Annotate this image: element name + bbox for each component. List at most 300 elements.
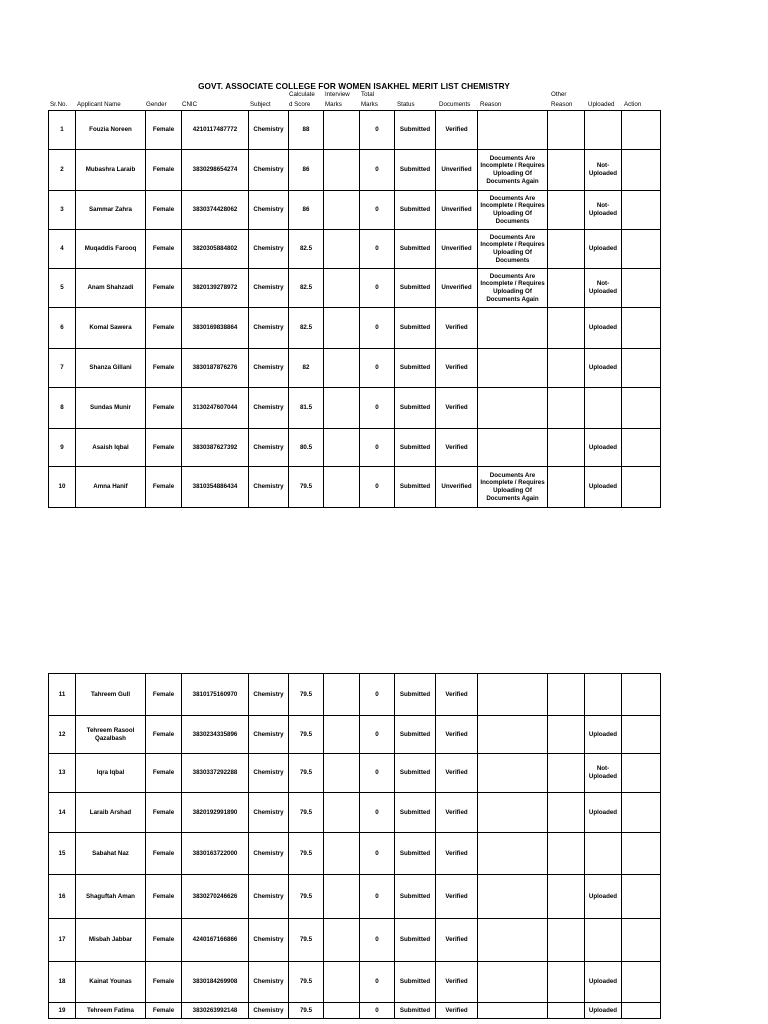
documents-cell: Verified	[436, 919, 478, 962]
table-row	[49, 111, 661, 150]
action-cell	[622, 269, 661, 308]
uploaded-cell: Uploaded	[585, 467, 622, 508]
applicant-name-cell: Asaish Iqbal	[76, 429, 146, 467]
other-reason-cell	[548, 230, 585, 269]
cnic-cell: 3830298654274	[182, 150, 249, 191]
header-other-reason-line2: Reason	[551, 101, 573, 108]
calculated-score-cell: 88	[289, 111, 324, 150]
uploaded-cell: Uploaded	[585, 230, 622, 269]
table-row	[49, 429, 661, 467]
table-row	[49, 1003, 661, 1019]
table-row	[49, 388, 661, 429]
documents-cell: Verified	[436, 833, 478, 875]
reason-cell	[478, 754, 548, 793]
action-cell	[622, 191, 661, 230]
reason-cell: Documents Are Incomplete / Requires Uploading Of Documents Again	[478, 269, 548, 308]
applicant-name-cell: Amna Hanif	[76, 467, 146, 508]
action-cell	[622, 919, 661, 962]
cnic-cell: 3830163722000	[182, 833, 249, 875]
action-cell	[622, 230, 661, 269]
total-marks-cell: 0	[360, 1003, 395, 1019]
table-row	[49, 674, 661, 716]
applicant-name-cell: Mubashra Laraib	[76, 150, 146, 191]
applicant-name-cell: Muqaddis Farooq	[76, 230, 146, 269]
header-score-line2: d Score	[289, 101, 311, 108]
subject-cell: Chemistry	[249, 919, 289, 962]
uploaded-cell: Uploaded	[585, 875, 622, 919]
table-row	[49, 269, 661, 308]
documents-cell: Unverified	[436, 467, 478, 508]
other-reason-cell	[548, 793, 585, 833]
other-reason-cell	[548, 875, 585, 919]
gender-cell: Female	[146, 111, 182, 150]
cnic-cell: 3830187876276	[182, 349, 249, 388]
sr-no-cell: 6	[49, 308, 76, 349]
applicant-name-cell: Misbah Jabbar	[76, 919, 146, 962]
table-row	[49, 230, 661, 269]
header-score-line1: Calculate	[289, 91, 315, 98]
header-cnic: CNIC	[182, 101, 198, 108]
interview-marks-cell	[324, 875, 360, 919]
total-marks-cell: 0	[360, 308, 395, 349]
gender-cell: Female	[146, 716, 182, 754]
interview-marks-cell	[324, 191, 360, 230]
sr-no-cell: 10	[49, 467, 76, 508]
reason-cell	[478, 793, 548, 833]
status-cell: Submitted	[395, 230, 436, 269]
table-row	[49, 754, 661, 793]
interview-marks-cell	[324, 269, 360, 308]
subject-cell: Chemistry	[249, 150, 289, 191]
reason-cell: Documents Are Incomplete / Requires Uploading Of Documents	[478, 230, 548, 269]
total-marks-cell: 0	[360, 349, 395, 388]
table-row	[49, 308, 661, 349]
header-reason: Reason	[480, 101, 502, 108]
subject-cell: Chemistry	[249, 962, 289, 1003]
applicant-name-cell: Laraib Arshad	[76, 793, 146, 833]
documents-cell: Verified	[436, 308, 478, 349]
cnic-cell: 3830263992148	[182, 1003, 249, 1019]
subject-cell: Chemistry	[249, 269, 289, 308]
interview-marks-cell	[324, 467, 360, 508]
calculated-score-cell: 82.5	[289, 308, 324, 349]
documents-cell: Unverified	[436, 150, 478, 191]
reason-cell	[478, 833, 548, 875]
gender-cell: Female	[146, 388, 182, 429]
subject-cell: Chemistry	[249, 674, 289, 716]
gender-cell: Female	[146, 150, 182, 191]
calculated-score-cell: 86	[289, 191, 324, 230]
calculated-score-cell: 79.5	[289, 919, 324, 962]
action-cell	[622, 716, 661, 754]
header-gender: Gender	[146, 101, 167, 108]
interview-marks-cell	[324, 388, 360, 429]
interview-marks-cell	[324, 230, 360, 269]
uploaded-cell: Not-Uploaded	[585, 150, 622, 191]
total-marks-cell: 0	[360, 388, 395, 429]
header-other-reason-line1: Other	[551, 91, 567, 98]
reason-cell	[478, 111, 548, 150]
status-cell: Submitted	[395, 111, 436, 150]
other-reason-cell	[548, 1003, 585, 1019]
subject-cell: Chemistry	[249, 793, 289, 833]
uploaded-cell: Uploaded	[585, 349, 622, 388]
subject-cell: Chemistry	[249, 833, 289, 875]
applicant-name-cell: Fouzia Noreen	[76, 111, 146, 150]
other-reason-cell	[548, 111, 585, 150]
reason-cell	[478, 429, 548, 467]
calculated-score-cell: 82.5	[289, 230, 324, 269]
calculated-score-cell: 79.5	[289, 716, 324, 754]
cnic-cell: 4210117487772	[182, 111, 249, 150]
sr-no-cell: 13	[49, 754, 76, 793]
status-cell: Submitted	[395, 875, 436, 919]
interview-marks-cell	[324, 150, 360, 191]
subject-cell: Chemistry	[249, 111, 289, 150]
action-cell	[622, 793, 661, 833]
table-row	[49, 919, 661, 962]
cnic-cell: 3820139278972	[182, 269, 249, 308]
cnic-cell: 3130247607044	[182, 388, 249, 429]
status-cell: Submitted	[395, 1003, 436, 1019]
action-cell	[622, 388, 661, 429]
sr-no-cell: 11	[49, 674, 76, 716]
reason-cell	[478, 962, 548, 1003]
status-cell: Submitted	[395, 388, 436, 429]
merit-table-page-1	[48, 110, 661, 508]
documents-cell: Verified	[436, 754, 478, 793]
other-reason-cell	[548, 308, 585, 349]
interview-marks-cell	[324, 962, 360, 1003]
uploaded-cell: Uploaded	[585, 962, 622, 1003]
uploaded-cell: Uploaded	[585, 793, 622, 833]
gender-cell: Female	[146, 308, 182, 349]
other-reason-cell	[548, 716, 585, 754]
header-applicant-name: Applicant Name	[77, 101, 121, 108]
documents-cell: Verified	[436, 388, 478, 429]
gender-cell: Female	[146, 674, 182, 716]
table-row	[49, 962, 661, 1003]
documents-cell: Verified	[436, 716, 478, 754]
documents-cell: Verified	[436, 349, 478, 388]
total-marks-cell: 0	[360, 429, 395, 467]
calculated-score-cell: 82	[289, 349, 324, 388]
documents-cell: Verified	[436, 793, 478, 833]
table-row	[49, 150, 661, 191]
gender-cell: Female	[146, 1003, 182, 1019]
total-marks-cell: 0	[360, 674, 395, 716]
reason-cell	[478, 349, 548, 388]
action-cell	[622, 467, 661, 508]
other-reason-cell	[548, 962, 585, 1003]
applicant-name-cell: Shanza Gillani	[76, 349, 146, 388]
reason-cell	[478, 308, 548, 349]
status-cell: Submitted	[395, 349, 436, 388]
other-reason-cell	[548, 919, 585, 962]
status-cell: Submitted	[395, 269, 436, 308]
action-cell	[622, 962, 661, 1003]
status-cell: Submitted	[395, 467, 436, 508]
total-marks-cell: 0	[360, 467, 395, 508]
interview-marks-cell	[324, 349, 360, 388]
calculated-score-cell: 79.5	[289, 875, 324, 919]
action-cell	[622, 875, 661, 919]
total-marks-cell: 0	[360, 230, 395, 269]
calculated-score-cell: 79.5	[289, 962, 324, 1003]
other-reason-cell	[548, 349, 585, 388]
reason-cell: Documents Are Incomplete / Requires Uploading Of Documents Again	[478, 467, 548, 508]
sr-no-cell: 5	[49, 269, 76, 308]
cnic-cell: 3830169838864	[182, 308, 249, 349]
subject-cell: Chemistry	[249, 388, 289, 429]
uploaded-cell: Uploaded	[585, 429, 622, 467]
status-cell: Submitted	[395, 754, 436, 793]
status-cell: Submitted	[395, 191, 436, 230]
other-reason-cell	[548, 150, 585, 191]
other-reason-cell	[548, 833, 585, 875]
documents-cell: Verified	[436, 674, 478, 716]
uploaded-cell: Uploaded	[585, 1003, 622, 1019]
status-cell: Submitted	[395, 308, 436, 349]
interview-marks-cell	[324, 111, 360, 150]
gender-cell: Female	[146, 467, 182, 508]
interview-marks-cell	[324, 429, 360, 467]
calculated-score-cell: 79.5	[289, 674, 324, 716]
calculated-score-cell: 79.5	[289, 1003, 324, 1019]
other-reason-cell	[548, 467, 585, 508]
total-marks-cell: 0	[360, 269, 395, 308]
cnic-cell: 3830374428062	[182, 191, 249, 230]
gender-cell: Female	[146, 875, 182, 919]
gender-cell: Female	[146, 429, 182, 467]
interview-marks-cell	[324, 308, 360, 349]
table-row	[49, 833, 661, 875]
gender-cell: Female	[146, 191, 182, 230]
calculated-score-cell: 79.5	[289, 467, 324, 508]
sr-no-cell: 19	[49, 1003, 76, 1019]
sr-no-cell: 16	[49, 875, 76, 919]
total-marks-cell: 0	[360, 754, 395, 793]
uploaded-cell: Not-Uploaded	[585, 191, 622, 230]
calculated-score-cell: 82.5	[289, 269, 324, 308]
reason-cell	[478, 716, 548, 754]
header-interview-line1: Interview	[325, 91, 350, 98]
other-reason-cell	[548, 674, 585, 716]
action-cell	[622, 308, 661, 349]
cnic-cell: 4240167166866	[182, 919, 249, 962]
subject-cell: Chemistry	[249, 191, 289, 230]
header-total-line2: Marks	[361, 101, 378, 108]
table-row	[49, 191, 661, 230]
gender-cell: Female	[146, 793, 182, 833]
status-cell: Submitted	[395, 150, 436, 191]
sr-no-cell: 7	[49, 349, 76, 388]
applicant-name-cell: Sundas Munir	[76, 388, 146, 429]
sr-no-cell: 14	[49, 793, 76, 833]
sr-no-cell: 9	[49, 429, 76, 467]
status-cell: Submitted	[395, 793, 436, 833]
reason-cell	[478, 1003, 548, 1019]
other-reason-cell	[548, 388, 585, 429]
documents-cell: Verified	[436, 1003, 478, 1019]
reason-cell	[478, 388, 548, 429]
header-uploaded: Uploaded	[588, 101, 615, 108]
status-cell: Submitted	[395, 674, 436, 716]
applicant-name-cell: Tehreem Fatima	[76, 1003, 146, 1019]
applicant-name-cell: Sammar Zahra	[76, 191, 146, 230]
action-cell	[622, 674, 661, 716]
header-total-line1: Total	[361, 91, 375, 98]
cnic-cell: 3830270246626	[182, 875, 249, 919]
other-reason-cell	[548, 429, 585, 467]
action-cell	[622, 429, 661, 467]
table-row	[49, 467, 661, 508]
total-marks-cell: 0	[360, 875, 395, 919]
documents-cell: Verified	[436, 875, 478, 919]
status-cell: Submitted	[395, 429, 436, 467]
applicant-name-cell: Tehreem Rasool Qazalbash	[76, 716, 146, 754]
applicant-name-cell: Tahreem Gull	[76, 674, 146, 716]
table-row	[49, 793, 661, 833]
sr-no-cell: 1	[49, 111, 76, 150]
uploaded-cell	[585, 919, 622, 962]
header-documents: Documents	[439, 101, 471, 108]
action-cell	[622, 349, 661, 388]
other-reason-cell	[548, 191, 585, 230]
header-srno: Sr.No.	[50, 101, 68, 108]
cnic-cell: 3810175160970	[182, 674, 249, 716]
cnic-cell: 3820305884802	[182, 230, 249, 269]
reason-cell	[478, 919, 548, 962]
total-marks-cell: 0	[360, 919, 395, 962]
sr-no-cell: 12	[49, 716, 76, 754]
calculated-score-cell: 81.5	[289, 388, 324, 429]
subject-cell: Chemistry	[249, 875, 289, 919]
subject-cell: Chemistry	[249, 230, 289, 269]
interview-marks-cell	[324, 754, 360, 793]
header-action: Action	[624, 101, 642, 108]
reason-cell: Documents Are Incomplete / Requires Uploading Of Documents	[478, 191, 548, 230]
applicant-name-cell: Iqra Iqbal	[76, 754, 146, 793]
documents-cell: Verified	[436, 962, 478, 1003]
applicant-name-cell: Kainat Younas	[76, 962, 146, 1003]
interview-marks-cell	[324, 716, 360, 754]
sr-no-cell: 18	[49, 962, 76, 1003]
subject-cell: Chemistry	[249, 716, 289, 754]
total-marks-cell: 0	[360, 833, 395, 875]
action-cell	[622, 833, 661, 875]
uploaded-cell: Not-Uploaded	[585, 269, 622, 308]
total-marks-cell: 0	[360, 191, 395, 230]
status-cell: Submitted	[395, 962, 436, 1003]
interview-marks-cell	[324, 1003, 360, 1019]
sr-no-cell: 2	[49, 150, 76, 191]
calculated-score-cell: 79.5	[289, 793, 324, 833]
page-title: GOVT. ASSOCIATE COLLEGE FOR WOMEN ISAKHEL MERIT LIST CHEMISTRY	[198, 82, 510, 91]
action-cell	[622, 150, 661, 191]
gender-cell: Female	[146, 230, 182, 269]
other-reason-cell	[548, 754, 585, 793]
status-cell: Submitted	[395, 833, 436, 875]
sr-no-cell: 17	[49, 919, 76, 962]
documents-cell: Verified	[436, 429, 478, 467]
subject-cell: Chemistry	[249, 1003, 289, 1019]
subject-cell: Chemistry	[249, 308, 289, 349]
subject-cell: Chemistry	[249, 467, 289, 508]
gender-cell: Female	[146, 919, 182, 962]
sr-no-cell: 3	[49, 191, 76, 230]
total-marks-cell: 0	[360, 962, 395, 1003]
gender-cell: Female	[146, 269, 182, 308]
applicant-name-cell: Komal Sawera	[76, 308, 146, 349]
documents-cell: Unverified	[436, 191, 478, 230]
interview-marks-cell	[324, 674, 360, 716]
cnic-cell: 3830337292288	[182, 754, 249, 793]
header-interview-line2: Marks	[325, 101, 342, 108]
uploaded-cell	[585, 388, 622, 429]
gender-cell: Female	[146, 962, 182, 1003]
gender-cell: Female	[146, 754, 182, 793]
total-marks-cell: 0	[360, 716, 395, 754]
uploaded-cell: Uploaded	[585, 716, 622, 754]
interview-marks-cell	[324, 793, 360, 833]
sr-no-cell: 15	[49, 833, 76, 875]
calculated-score-cell: 80.5	[289, 429, 324, 467]
subject-cell: Chemistry	[249, 429, 289, 467]
total-marks-cell: 0	[360, 793, 395, 833]
cnic-cell: 3810354886434	[182, 467, 249, 508]
status-cell: Submitted	[395, 716, 436, 754]
header-subject: Subject	[250, 101, 271, 108]
total-marks-cell: 0	[360, 111, 395, 150]
status-cell: Submitted	[395, 919, 436, 962]
applicant-name-cell: Anam Shahzadi	[76, 269, 146, 308]
applicant-name-cell: Sabahat Naz	[76, 833, 146, 875]
reason-cell	[478, 674, 548, 716]
table-row	[49, 716, 661, 754]
other-reason-cell	[548, 269, 585, 308]
cnic-cell: 3830184269908	[182, 962, 249, 1003]
reason-cell: Documents Are Incomplete / Requires Uploading Of Documents Again	[478, 150, 548, 191]
calculated-score-cell: 86	[289, 150, 324, 191]
uploaded-cell	[585, 111, 622, 150]
gender-cell: Female	[146, 349, 182, 388]
applicant-name-cell: Shaguftah Aman	[76, 875, 146, 919]
interview-marks-cell	[324, 919, 360, 962]
sr-no-cell: 8	[49, 388, 76, 429]
uploaded-cell: Not-Uploaded	[585, 754, 622, 793]
subject-cell: Chemistry	[249, 754, 289, 793]
action-cell	[622, 111, 661, 150]
reason-cell	[478, 875, 548, 919]
documents-cell: Unverified	[436, 269, 478, 308]
action-cell	[622, 1003, 661, 1019]
calculated-score-cell: 79.5	[289, 754, 324, 793]
header-status: Status	[397, 101, 415, 108]
action-cell	[622, 754, 661, 793]
total-marks-cell: 0	[360, 150, 395, 191]
cnic-cell: 3820192991890	[182, 793, 249, 833]
uploaded-cell: Uploaded	[585, 308, 622, 349]
cnic-cell: 3830387627392	[182, 429, 249, 467]
documents-cell: Verified	[436, 111, 478, 150]
merit-table-page-2	[48, 673, 661, 1019]
uploaded-cell	[585, 674, 622, 716]
uploaded-cell	[585, 833, 622, 875]
cnic-cell: 3830234335896	[182, 716, 249, 754]
interview-marks-cell	[324, 833, 360, 875]
calculated-score-cell: 79.5	[289, 833, 324, 875]
